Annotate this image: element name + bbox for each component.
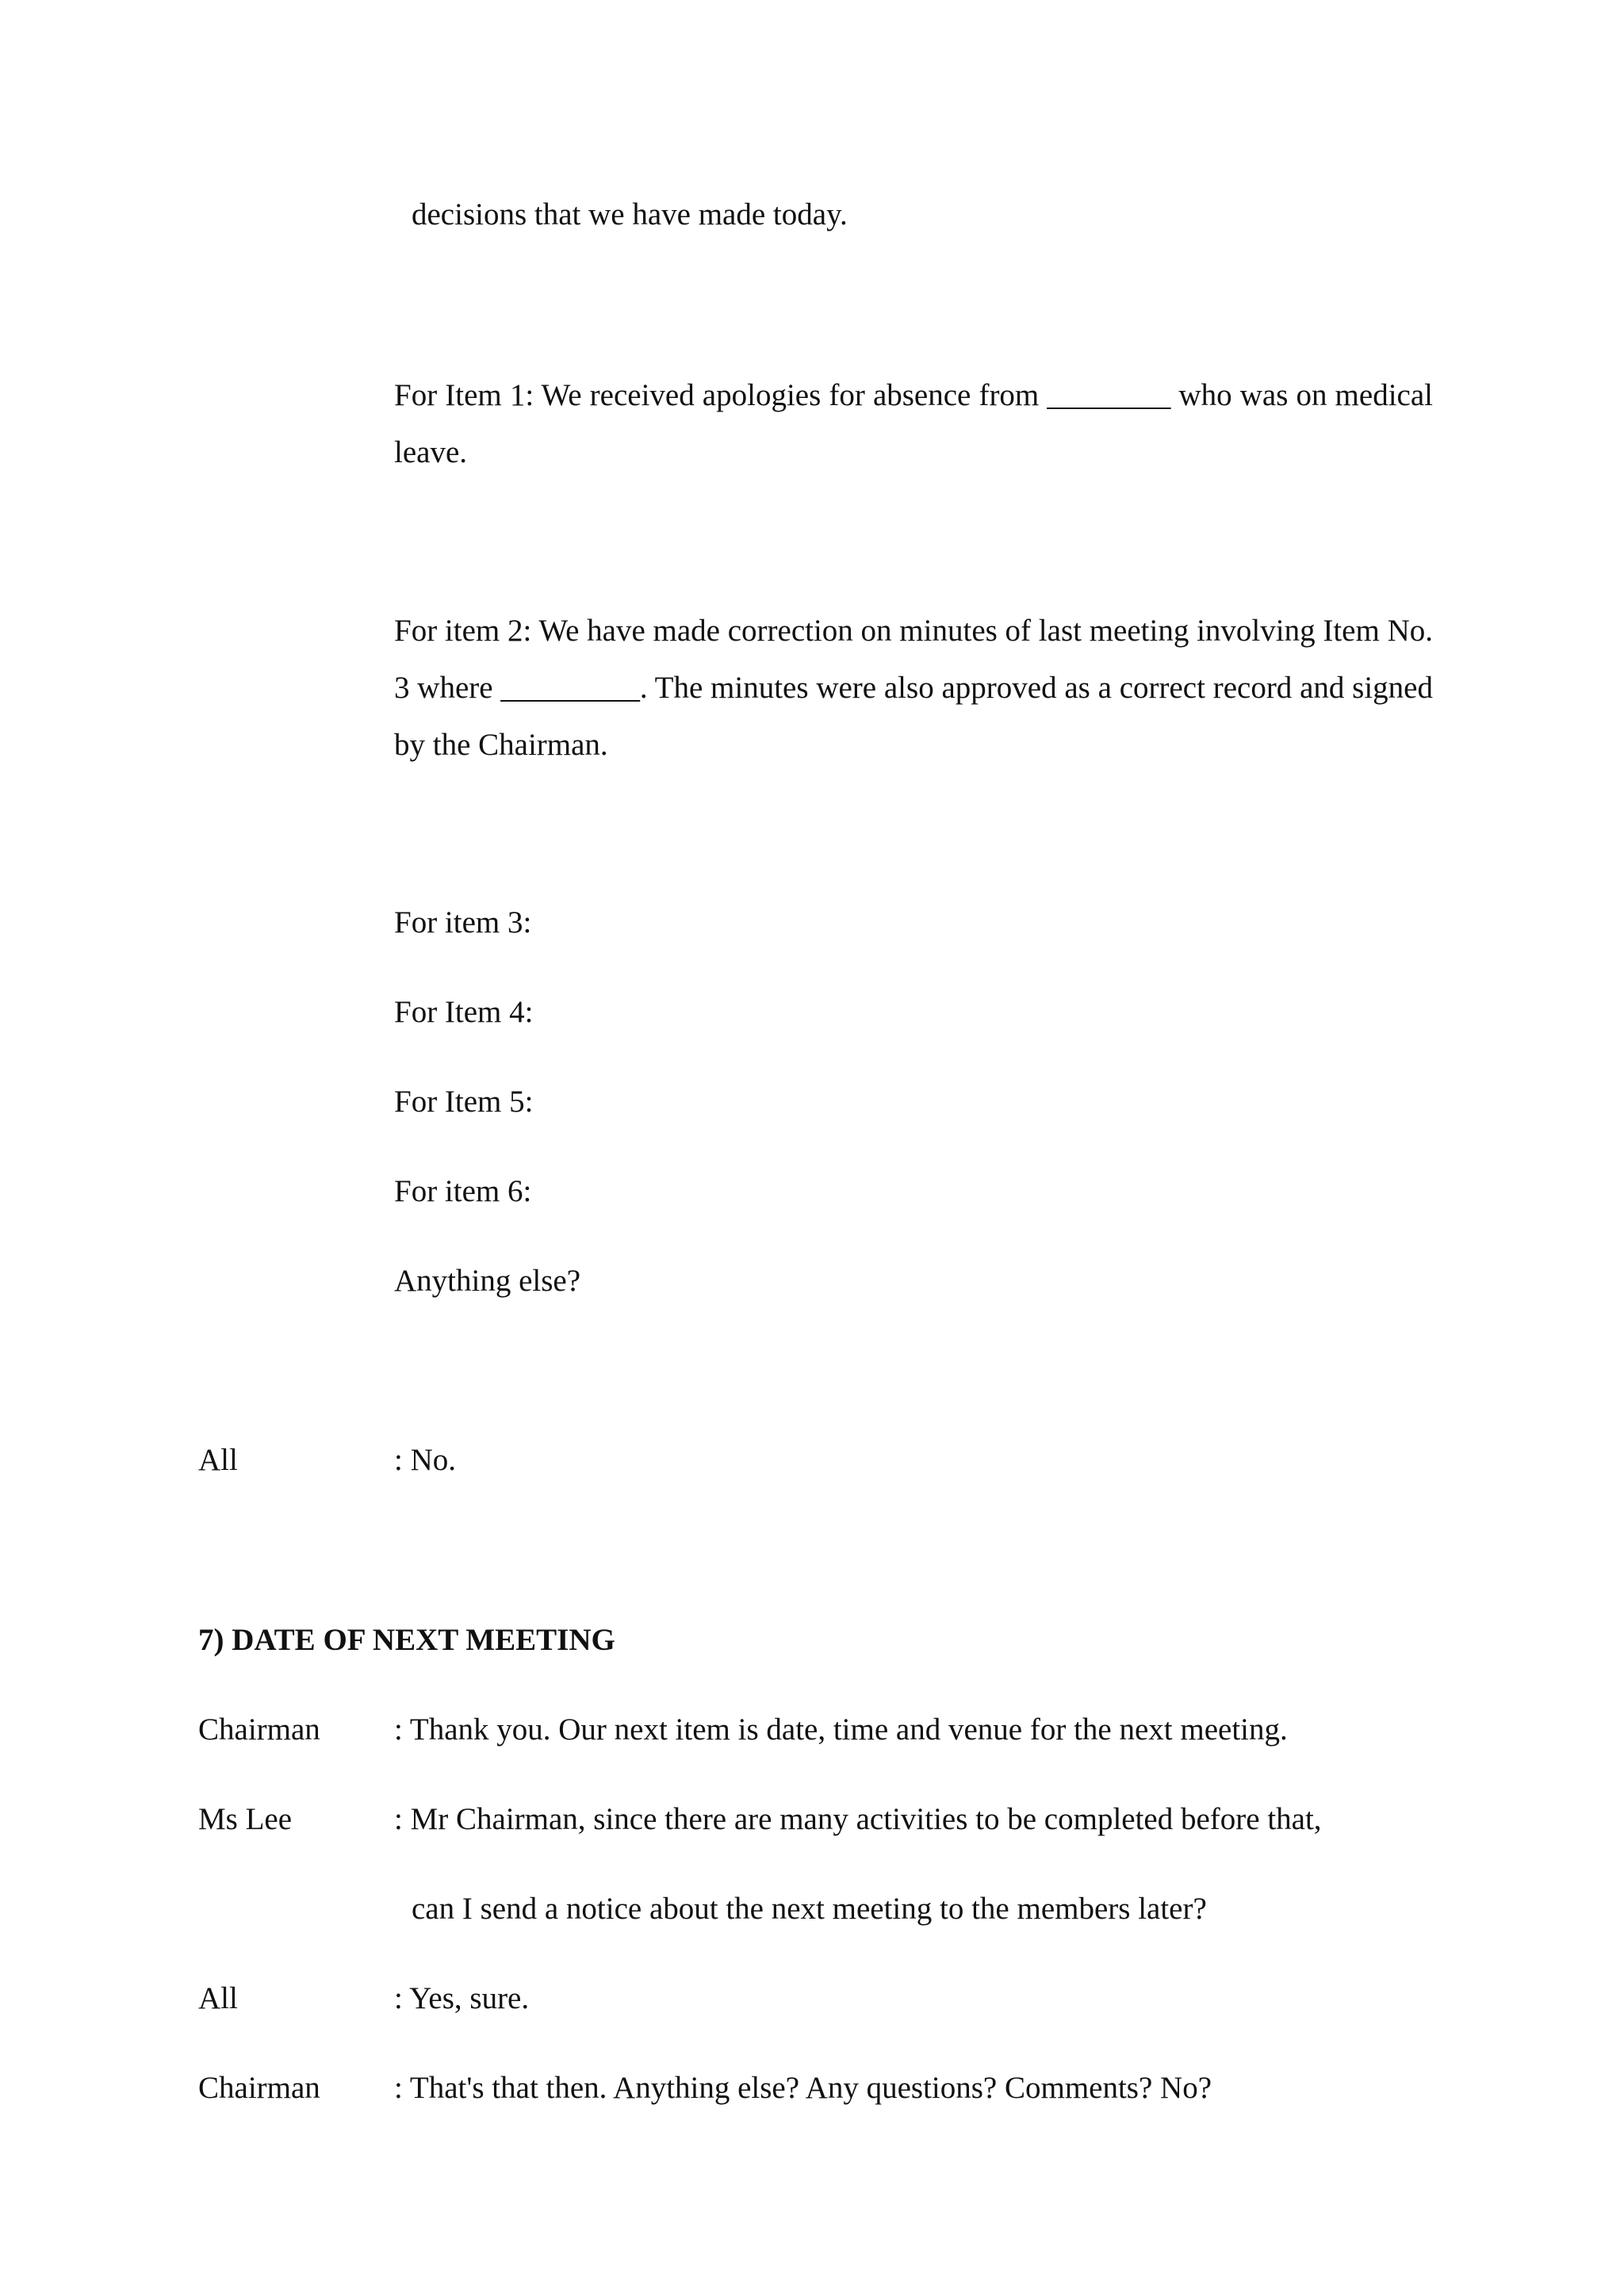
speech-continuation: can I send a notice about the next meeting to the members later? (412, 1892, 1207, 1926)
speaker-label: All (198, 1443, 238, 1477)
speaker-label: All (198, 1981, 238, 2015)
item5-line: For Item 5: (394, 1085, 534, 1119)
speech-line: : That's that then. Anything else? Any questions? Comments? No? (394, 2071, 1212, 2105)
item2-paragraph: For item 2: We have made correction on minutes of last meeting involving Item No. 3 where _________. The minutes were also approved as a correct record and signed by the Chairman. (394, 614, 1433, 762)
speaker-label: Chairman (198, 1712, 320, 1747)
speech-line: : Thank you. Our next item is date, time and venue for the next meeting. (394, 1712, 1288, 1747)
anything-else-line: Anything else? (394, 1264, 581, 1298)
continuation-line: decisions that we have made today. (412, 197, 848, 232)
speech-line: : Yes, sure. (394, 1981, 530, 2015)
item4-line: For Item 4: (394, 995, 534, 1029)
speaker-label: Chairman (198, 2071, 320, 2105)
item3-line: For item 3: (394, 905, 532, 939)
item6-line: For item 6: (394, 1174, 532, 1208)
section-heading: 7) DATE OF NEXT MEETING (198, 1623, 615, 1657)
speaker-label: Ms Lee (198, 1802, 293, 1836)
speech-line: : Mr Chairman, since there are many activities to be completed before that, (394, 1802, 1322, 1836)
speech-line: : No. (394, 1443, 456, 1477)
item1-paragraph: For Item 1: We received apologies for absence from ________ who was on medical leave. (394, 378, 1433, 469)
